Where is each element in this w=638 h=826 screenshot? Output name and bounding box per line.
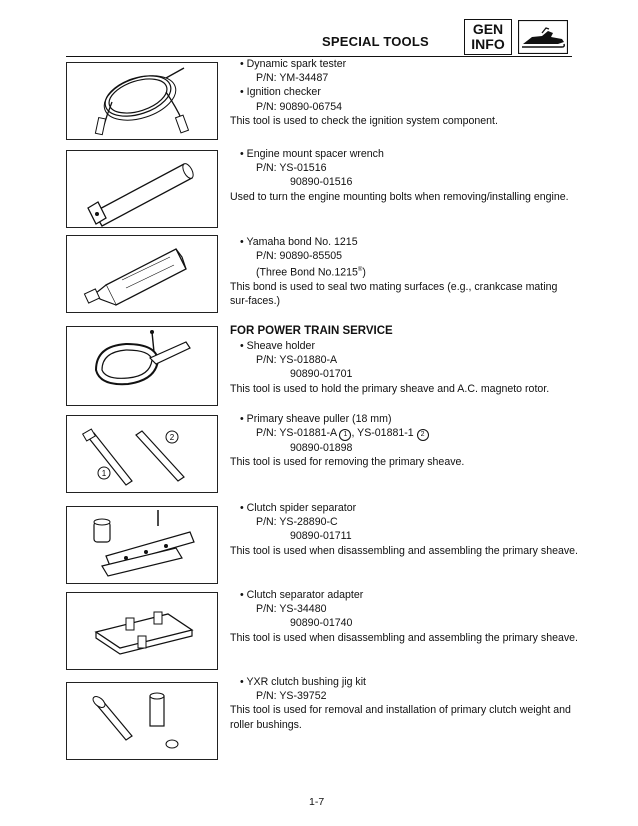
callout-1: 1 — [101, 469, 107, 478]
snowmobile-icon — [518, 20, 568, 54]
tool-description: This tool is used for removal and installation of primary clutch weight and roller bushings. — [230, 704, 571, 731]
part-number: P/N: YM-34487 — [256, 72, 329, 85]
circle-marker: 2 — [417, 429, 429, 441]
part-number-alt: 90890-01898 — [290, 442, 353, 455]
tool-name: • YXR clutch bushing jig kit — [240, 676, 366, 688]
tool-name: • Primary sheave puller (18 mm) — [240, 413, 392, 425]
part-number: P/N: YS-34480 — [256, 603, 327, 616]
tool-name: • Yamaha bond No. 1215 — [240, 236, 358, 248]
part-number: P/N: YS-01880-A — [256, 354, 338, 367]
section-heading: FOR POWER TRAIN SERVICE — [230, 325, 393, 337]
tool-image-sheave-puller — [66, 415, 218, 493]
part-number: P/N: 90890-06754 — [256, 100, 342, 113]
tool-image-bushing-jig — [66, 682, 218, 760]
tool-entry-sheave-holder — [230, 324, 580, 396]
part-number: P/N: YS-39752 — [256, 690, 327, 703]
part-number-alt: 90890-01740 — [290, 617, 353, 630]
circle-marker: 1 — [339, 429, 351, 441]
section-badge — [464, 19, 512, 55]
part-number: P/N: 90890-85505 — [256, 250, 342, 263]
part-number-alt: 90890-01516 — [290, 176, 353, 189]
part-number: P/N: YS-01516 — [256, 162, 327, 175]
tool-image-sheave-holder — [66, 326, 218, 406]
tool-image-spider-separator — [66, 506, 218, 584]
tool-image-spark-tester — [66, 62, 218, 140]
tool-description: This tool is used when disassembling and assembling the primary sheave. — [230, 544, 579, 557]
tool-entry-spacer-wrench — [230, 147, 580, 204]
part-number-alt: 90890-01711 — [290, 530, 352, 543]
tool-name: • Clutch spider separator — [240, 502, 357, 514]
tool-entry-sheave-puller — [230, 412, 580, 470]
tool-entry-bond — [230, 235, 580, 309]
part-number: P/N: YS-01881-A 1 , YS-01881-1 2 — [230, 426, 580, 441]
tool-image-spacer-wrench — [66, 150, 218, 228]
tool-description: Used to turn the engine mounting bolts when removing/installing engine. — [230, 190, 569, 203]
part-number: P/N: YS-28890-C — [256, 516, 338, 529]
tool-entry-spider-separator — [230, 501, 580, 558]
badge-line-1: GEN — [472, 21, 504, 37]
tool-name: • Ignition checker — [240, 86, 321, 99]
tool-name: • Clutch separator adapter — [240, 589, 364, 601]
page-title: SPECIAL TOOLS — [322, 34, 429, 49]
callout-2: 2 — [169, 433, 175, 442]
badge-line-2: INFO — [471, 36, 505, 52]
tool-entry-bushing-jig — [230, 675, 580, 732]
tool-entry-spark-tester — [230, 57, 580, 128]
page-number: 1-7 — [309, 796, 325, 808]
part-number-alt: 90890-01701 — [290, 368, 353, 381]
tool-description: This tool is used for removing the primary sheave. — [230, 456, 465, 469]
tool-image-separator-adapter — [66, 592, 218, 670]
tool-description: This tool is used to hold the primary sheave and A.C. magneto rotor. — [230, 382, 550, 395]
tool-description: This tool is used when disassembling and assembling the primary sheave. — [230, 631, 579, 644]
tool-name: • Engine mount spacer wrench — [240, 148, 384, 160]
tool-description: This tool is used to check the ignition system component. — [230, 114, 498, 127]
tool-description: This bond is used to seal two mating surfaces (e.g., crankcase mating sur-faces.) — [230, 281, 558, 308]
tool-name: • Sheave holder — [240, 340, 315, 352]
tool-name: • Dynamic spark tester — [240, 58, 347, 70]
part-number-alt: (Three Bond No.1215®) — [256, 266, 366, 279]
tool-entry-separator-adapter — [230, 588, 580, 645]
tool-image-bond-tube — [66, 235, 218, 313]
